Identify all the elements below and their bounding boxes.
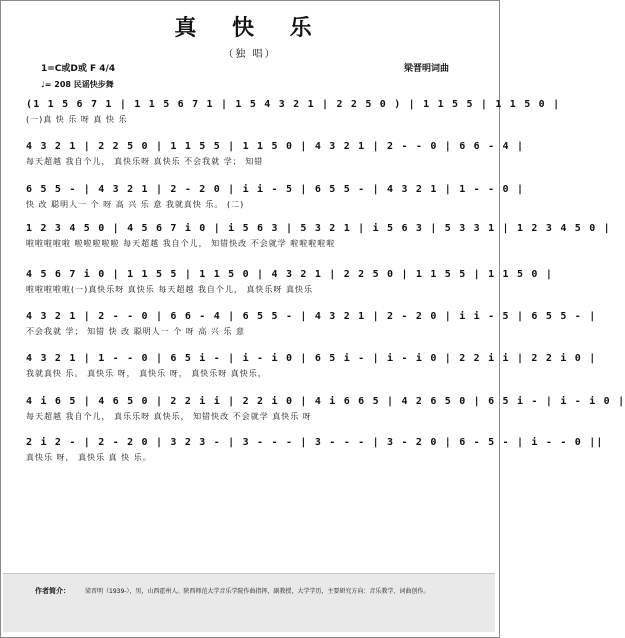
- notation-line: 1 2 3 4 5 0 | 4 5 6 7 i 0 | i 5 6 3 | 5 3 2 1 | i 5 6 3 | 5 3 3 1 | 1 2 3 4 5 0 |: [26, 223, 611, 234]
- lyrics-line: 啦啦啦啦啦(一)真快乐呀 真快乐 每天超越 我自个儿， 真快乐呀 真快乐: [26, 285, 313, 294]
- lyrics-line: 每天超越 我自个儿， 真快乐呀 真快乐 不会我就 学； 知错: [26, 157, 264, 166]
- notation-line: 4 3 2 1 | 2 2 5 0 | 1 1 5 5 | 1 1 5 0 | 4 3 2 1 | 2 - - 0 | 6 6 - 4 |: [26, 141, 525, 152]
- key-signature: 1=C或D或 F 4/4: [41, 64, 116, 74]
- notation-line: (1 1 5 6 7 1 | 1 1 5 6 7 1 | 1 5 4 3 2 1 | 2 2 5 0 ) | 1 1 5 5 | 1 1 5 0 |: [26, 99, 561, 110]
- notation-line: 4 i 6 5 | 4 6 5 0 | 2 2 i i | 2 2 i 0 | 4 i 6 6 5 | 4 2 6 5 0 | 6 5 i - | i - i 0 |: [26, 396, 625, 407]
- lyrics-line: 不会我就 学； 知错 快 改 聪明人一 个 呀 高 兴 乐 意: [26, 327, 245, 336]
- notation-line: 4 3 2 1 | 2 - - 0 | 6 6 - 4 | 6 5 5 - | 4 3 2 1 | 2 - 2 0 | i i - 5 | 6 5 5 - |: [26, 311, 597, 322]
- lyrics-line: 快 改 聪明人一 个 呀 高 兴 乐 意 我就真快 乐。 (二): [26, 200, 245, 209]
- song-title: 真 快 乐: [174, 15, 326, 41]
- lyrics-line: 每天超越 我自个儿， 真乐乐呀 真快乐， 知错快改 不会就学 真快乐 呀: [26, 412, 312, 421]
- tempo-marking: ♩= 208 民谣快步舞: [41, 80, 114, 89]
- author-bio-label: 作者简介：: [35, 587, 70, 595]
- author-credit: 梁晋明词曲: [403, 64, 449, 74]
- notation-line: 6 5 5 - | 4 3 2 1 | 2 - 2 0 | i i - 5 | 6 5 5 - | 4 3 2 1 | 1 - - 0 |: [26, 184, 525, 195]
- lyrics-line: (一)真 快 乐 呀 真 快 乐: [26, 115, 128, 124]
- lyrics-line: 真快乐 呀， 真快乐 真 快 乐。: [26, 453, 152, 462]
- author-bio-text: 梁晋明（1939-），男，山西霍州人。陕西师范大学音乐学院作曲指挥，副教授，大学学历，主要研究方向：音乐教学、词曲创作。: [85, 588, 430, 595]
- notation-line: 4 5 6 7 i 0 | 1 1 5 5 | 1 1 5 0 | 4 3 2 1 | 2 2 5 0 | 1 1 5 5 | 1 1 5 0 |: [26, 269, 554, 280]
- notation-line: 2 i 2 - | 2 - 2 0 | 3 2 3 - | 3 - - - | 3 - - - | 3 - 2 0 | 6 - 5 - | i - - 0 ||: [26, 437, 604, 448]
- lyrics-line: 我就真快 乐。 真快乐 呀， 真快乐 呀， 真快乐呀 真快乐，: [26, 369, 267, 378]
- song-subtitle: （独 唱）: [223, 49, 277, 60]
- author-bio-box: [3, 573, 495, 632]
- lyrics-line: 啦啦啦啦啦 啦啦啦啦啦 每天超越 我自个儿， 知错快改 不会就学 啦啦啦啦啦: [26, 239, 336, 248]
- notation-line: 4 3 2 1 | 1 - - 0 | 6 5 i - | i - i 0 | 6 5 i - | i - i 0 | 2 2 i i | 2 2 i 0 |: [26, 353, 597, 364]
